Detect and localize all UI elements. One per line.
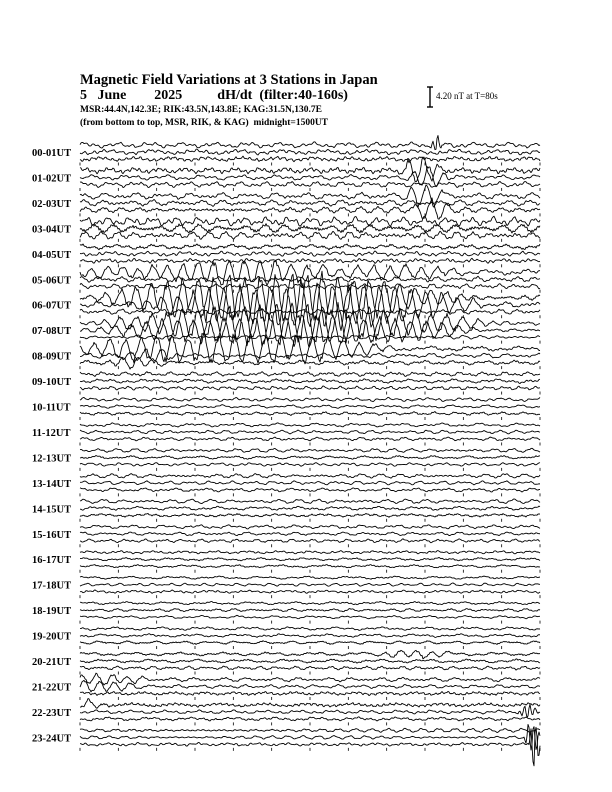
date-day: 5 — [80, 88, 87, 103]
trace-rik-04-05ut — [80, 251, 540, 256]
trace-kag-16-17ut — [80, 551, 540, 554]
trace-rik-11-12ut — [80, 430, 540, 434]
row-label-02-03ut: 02-03UT — [32, 198, 72, 210]
date-month: June — [97, 88, 127, 103]
trace-msr-14-15ut — [80, 513, 540, 517]
row-label-08-09ut: 08-09UT — [32, 351, 72, 363]
scale-bar-label: 4.20 nT at T=80s — [436, 91, 498, 101]
row-label-12-13ut: 12-13UT — [32, 453, 72, 465]
trace-msr-05-06ut — [80, 283, 540, 289]
trace-msr-18-19ut — [80, 615, 540, 618]
trace-rik-17-18ut — [80, 583, 540, 586]
row-label-20-21ut: 20-21UT — [32, 657, 72, 668]
row-label-03-04ut: 03-04UT — [32, 224, 72, 236]
trace-rik-15-16ut — [80, 532, 540, 536]
row-label-07-08ut: 07-08UT — [32, 326, 72, 338]
row-label-21-22ut: 21-22UT — [32, 682, 72, 694]
trace-rik-19-20ut — [80, 634, 540, 638]
date-year: 2025 — [154, 88, 183, 103]
trace-msr-23-24ut — [80, 727, 540, 765]
trace-msr-15-16ut — [80, 539, 540, 543]
filter-label: (filter:40-160s) — [259, 88, 348, 103]
trace-msr-10-11ut — [80, 412, 540, 416]
chart-title: Magnetic Field Variations at 3 Stations in Japan — [80, 72, 378, 88]
trace-kag-00-01ut — [80, 136, 540, 150]
trace-rik-03-04ut — [80, 224, 540, 233]
trace-kag-04-05ut — [80, 244, 540, 250]
trace-msr-12-13ut — [80, 463, 540, 467]
trace-kag-19-20ut — [80, 627, 540, 631]
trace-kag-22-23ut — [80, 699, 540, 709]
trace-msr-16-17ut — [80, 565, 540, 568]
trace-msr-04-05ut — [80, 258, 540, 263]
row-label-14-15ut: 14-15UT — [32, 504, 72, 516]
trace-kag-12-13ut — [80, 448, 540, 452]
trace-msr-13-14ut — [80, 488, 540, 492]
trace-msr-21-22ut — [80, 691, 540, 695]
row-label-23-24ut: 23-24UT — [32, 733, 72, 745]
trace-msr-17-18ut — [80, 590, 540, 593]
quantity-label: dH/dt — [217, 88, 253, 103]
trace-rik-12-13ut — [80, 456, 540, 460]
row-label-15-16ut: 15-16UT — [32, 529, 72, 541]
trace-msr-11-12ut — [80, 437, 540, 441]
station-coordinates: MSR:44.4N,142.3E; RIK:43.5N,143.8E; KAG:31.5N,130.7E — [80, 105, 322, 115]
trace-rik-20-21ut — [80, 659, 540, 663]
trace-kag-20-21ut — [80, 650, 540, 659]
trace-kag-15-16ut — [80, 525, 540, 529]
row-label-16-17ut: 16-17UT — [32, 555, 72, 567]
trace-rik-05-06ut — [80, 276, 540, 282]
trace-msr-20-21ut — [80, 666, 540, 670]
trace-msr-01-02ut — [80, 181, 540, 187]
row-label-05-06ut: 05-06UT — [32, 275, 72, 287]
trace-rik-18-19ut — [80, 608, 540, 611]
trace-kag-17-18ut — [80, 576, 540, 579]
trace-msr-03-04ut — [80, 231, 540, 239]
row-label-04-05ut: 04-05UT — [32, 249, 72, 261]
row-label-11-12ut: 11-12UT — [32, 427, 71, 439]
row-label-19-20ut: 19-20UT — [32, 631, 72, 643]
trace-msr-06-07ut — [80, 309, 540, 315]
row-label-22-23ut: 22-23UT — [32, 707, 72, 719]
trace-msr-22-23ut — [80, 717, 540, 721]
trace-kag-11-12ut — [80, 423, 540, 427]
trace-rik-08-09ut — [80, 349, 540, 363]
trace-kag-18-19ut — [80, 602, 540, 605]
row-label-06-07ut: 06-07UT — [32, 300, 72, 312]
row-label-09-10ut: 09-10UT — [32, 377, 72, 389]
row-label-13-14ut: 13-14UT — [32, 478, 72, 490]
midnight-note: midnight=1500UT — [253, 118, 329, 128]
trace-kag-09-10ut — [80, 372, 540, 377]
trace-rik-09-10ut — [80, 379, 540, 384]
trace-rik-13-14ut — [80, 481, 540, 485]
row-label-18-19ut: 18-19UT — [32, 606, 72, 618]
trace-rik-21-22ut — [80, 680, 540, 691]
trace-rik-16-17ut — [80, 557, 540, 560]
trace-rik-00-01ut — [80, 149, 540, 155]
trace-kag-10-11ut — [80, 397, 540, 401]
trace-rik-02-03ut — [80, 199, 540, 206]
trace-msr-09-10ut — [80, 386, 540, 390]
trace-msr-07-08ut — [80, 335, 540, 339]
trace-kag-14-15ut — [80, 499, 540, 504]
trace-msr-00-01ut — [80, 156, 540, 162]
trace-rik-10-11ut — [80, 405, 540, 409]
row-label-01-02ut: 01-02UT — [32, 173, 72, 185]
station-order-text: (from bottom to top, MSR, RIK, & KAG) — [80, 118, 249, 128]
trace-kag-23-24ut — [80, 728, 540, 732]
trace-msr-19-20ut — [80, 641, 540, 645]
row-label-00-01ut: 00-01UT — [32, 148, 72, 159]
trace-kag-21-22ut — [80, 673, 540, 685]
row-label-17-18ut: 17-18UT — [32, 580, 72, 592]
row-label-10-11ut: 10-11UT — [32, 402, 71, 414]
trace-kag-03-04ut — [80, 216, 540, 226]
trace-kag-13-14ut — [80, 474, 540, 479]
scale-bar — [427, 87, 433, 107]
trace-rik-14-15ut — [80, 506, 540, 510]
